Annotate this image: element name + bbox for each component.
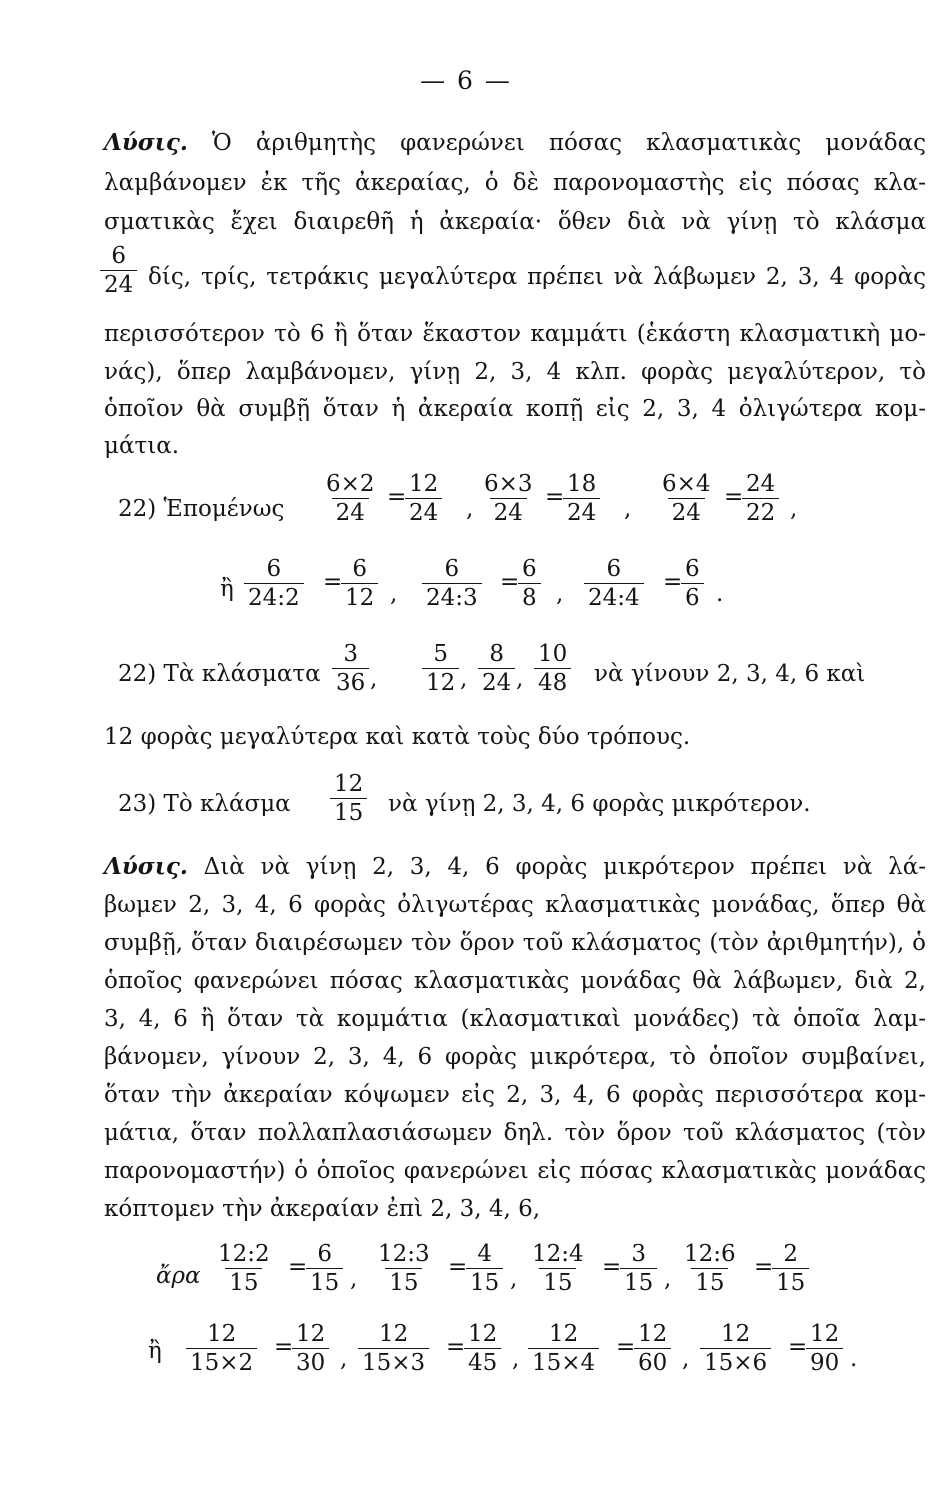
equals-sign: =	[545, 484, 565, 510]
fraction: $\frac{12}{30}$	[292, 1320, 329, 1377]
fraction: $\frac{6}{24}$	[100, 242, 137, 299]
page-number: — 6 —	[420, 66, 512, 95]
fraction: $\frac{6}{8}$	[518, 555, 541, 612]
equals-sign: =	[448, 1254, 468, 1280]
exercise-label: 22) Τὰ κλάσματα	[118, 661, 321, 687]
fraction: $\frac{12}{45}$	[464, 1320, 501, 1377]
comma: ,	[682, 1346, 690, 1372]
equals-sign: =	[754, 1254, 774, 1280]
comma: ,	[340, 1346, 348, 1372]
exercise-text: νὰ γίνουν 2, 3, 4, 6 καὶ	[594, 661, 866, 687]
comma: ,	[512, 1346, 520, 1372]
equals-sign: =	[387, 484, 407, 510]
fraction: $\frac{18}{24}$	[563, 470, 600, 527]
paragraph-line: βωμεν 2, 3, 4, 6 φορὰς ὀλιγωτέρας κλασματικὰς μονάδας, ὅπερ θὰ	[104, 892, 926, 918]
paragraph-line: ὅταν τὴν ἀκεραίαν κόψωμεν εἰς 2, 3, 4, 6 φορὰς περισσότερα κομ-	[104, 1082, 926, 1108]
or-word: ἢ	[220, 576, 234, 602]
comma: ,	[516, 666, 524, 692]
equals-sign: =	[500, 569, 520, 595]
therefore-word: ἄρα	[156, 1263, 201, 1289]
paragraph-line: κόπτομεν τὴν ἀκεραίαν ἐπὶ 2, 3, 4, 6,	[104, 1196, 541, 1222]
fraction: $\frac{12:3}{15}$	[378, 1241, 430, 1296]
fraction: $\frac{10}{48}$	[534, 640, 571, 697]
equals-sign: =	[323, 569, 343, 595]
comma: ,	[510, 1266, 518, 1292]
fraction: $\frac{12}{15\times 2}$	[186, 1320, 257, 1377]
fraction: $\frac{6}{12}$	[341, 555, 378, 612]
equals-sign: =	[274, 1334, 294, 1360]
fraction: $\frac{12}{60}$	[634, 1320, 671, 1377]
comma: ,	[624, 496, 632, 522]
exercise-label: 23) Τὸ κλάσμα	[118, 791, 291, 817]
fraction: $\frac{12:4}{15}$	[532, 1241, 584, 1296]
paragraph-line: ὁποῖος φανερώνει πόσας κλασματικὰς μονάδας θὰ λάβωμεν, διὰ 2,	[104, 968, 926, 994]
paragraph-line: βάνομεν, γίνουν 2, 3, 4, 6 φορὰς μικρότερα, τὸ ὁποῖον συμβαίνει,	[104, 1044, 926, 1070]
comma: ,	[664, 1266, 672, 1292]
paragraph-line: μάτια, ὅταν πολλαπλασιάσωμεν δηλ. τὸν ὅρον τοῦ κλάσματος (τὸν	[104, 1120, 926, 1146]
fraction: $\frac{6}{24:4}$	[584, 555, 644, 612]
comma: ,	[460, 666, 468, 692]
comma: ,	[370, 666, 378, 692]
fraction: $\frac{6}{24:2}$	[244, 555, 304, 612]
equals-sign: =	[288, 1254, 308, 1280]
period: .	[850, 1346, 858, 1372]
comma: ,	[556, 581, 564, 607]
fraction: $\frac{12:2}{15}$	[218, 1241, 270, 1296]
equals-sign: =	[602, 1254, 622, 1280]
comma: ,	[790, 496, 798, 522]
period: .	[716, 581, 724, 607]
comma: ,	[466, 496, 474, 522]
equals-sign: =	[446, 1334, 466, 1360]
paragraph-line: ὁποῖον θὰ συμβῇ ὅταν ἡ ἀκεραία κοπῇ εἰς 2, 3, 4 ὀλιγώτερα κομ-	[104, 396, 926, 422]
fraction: $\frac{4}{15}$	[466, 1240, 503, 1297]
equals-sign: =	[724, 484, 744, 510]
fraction: $\frac{6\times 4}{24}$	[662, 471, 711, 526]
solution-label: Λύσις.	[104, 853, 188, 880]
fraction: $\frac{12:6}{15}$	[684, 1241, 736, 1296]
fraction: $\frac{6}{6}$	[681, 555, 704, 612]
fraction: $\frac{6\times 2}{24}$	[326, 471, 375, 526]
solution-label: Λύσις.	[104, 129, 188, 156]
fraction: $\frac{3}{36}$	[332, 640, 369, 697]
fraction: $\frac{24}{22}$	[742, 470, 779, 527]
fraction: $\frac{12}{90}$	[806, 1320, 843, 1377]
paragraph-line: μάτια.	[104, 433, 180, 459]
fraction: $\frac{12}{15\times 4}$	[528, 1320, 599, 1377]
exercise-label: 22) Ἑπομένως	[118, 496, 285, 522]
paragraph-line: δίς, τρίς, τετράκις μεγαλύτερα πρέπει νὰ λάβωμεν 2, 3, 4 φορὰς	[148, 264, 926, 290]
paragraph-line: Λύσις. Διὰ νὰ γίνῃ 2, 3, 4, 6 φορὰς μικρότερον πρέπει νὰ λά-	[104, 853, 927, 880]
fraction: $\frac{12}{15\times 3}$	[358, 1320, 429, 1377]
equals-sign: =	[663, 569, 683, 595]
or-word: ἢ	[148, 1338, 162, 1364]
paragraph-line: 12 φορὰς μεγαλύτερα καὶ κατὰ τοὺς δύο τρόπους.	[104, 724, 691, 750]
comma: ,	[350, 1266, 358, 1292]
fraction: $\frac{3}{15}$	[620, 1240, 657, 1297]
paragraph-line: νάς), ὅπερ λαμβάνομεν, γίνῃ 2, 3, 4 κλπ. φορὰς μεγαλύτερον, τὸ	[104, 359, 926, 385]
comma: ,	[390, 581, 398, 607]
paragraph-line: περισσότερον τὸ 6 ἢ ὅταν ἕκαστον καμμάτι (ἑκάστη κλασματικὴ μο-	[104, 321, 926, 347]
fraction: $\frac{6}{24:3}$	[422, 555, 482, 612]
fraction: $\frac{12}{15}$	[330, 770, 367, 827]
fraction: $\frac{5}{12}$	[422, 640, 459, 697]
paragraph-line: λαμβάνομεν ἐκ τῆς ἀκεραίας, ὁ δὲ παρονομαστὴς εἰς πόσας κλα-	[104, 170, 926, 196]
paragraph-line: συμβῇ, ὅταν διαιρέσωμεν τὸν ὅρον τοῦ κλάσματος (τὸν ἀριθμητήν), ὁ	[104, 930, 926, 956]
fraction: $\frac{6}{15}$	[306, 1240, 343, 1297]
fraction: $\frac{12}{15\times 6}$	[700, 1320, 771, 1377]
fraction: $\frac{12}{24}$	[405, 470, 442, 527]
equals-sign: =	[788, 1334, 808, 1360]
fraction: $\frac{6\times 3}{24}$	[484, 471, 533, 526]
paragraph-line: Λύσις. Ὁ ἀριθμητὴς φανερώνει πόσας κλασματικὰς μονάδας	[104, 129, 926, 156]
exercise-text: νὰ γίνῃ 2, 3, 4, 6 φορὰς μικρότερον.	[388, 791, 811, 817]
paragraph-line: 3, 4, 6 ἢ ὅταν τὰ κομμάτια (κλασματικαὶ μονάδες) τὰ ὁποῖα λαμ-	[104, 1006, 926, 1032]
fraction: $\frac{2}{15}$	[772, 1240, 809, 1297]
paragraph-line: σματικὰς ἔχει διαιρεθῆ ἡ ἀκεραία· ὅθεν διὰ νὰ γίνῃ τὸ κλάσμα	[104, 209, 926, 235]
equals-sign: =	[616, 1334, 636, 1360]
fraction: $\frac{8}{24}$	[478, 640, 515, 697]
paragraph-line: παρονομαστήν) ὁ ὁποῖος φανερώνει εἰς πόσας κλασματικὰς μονάδας	[104, 1158, 926, 1184]
